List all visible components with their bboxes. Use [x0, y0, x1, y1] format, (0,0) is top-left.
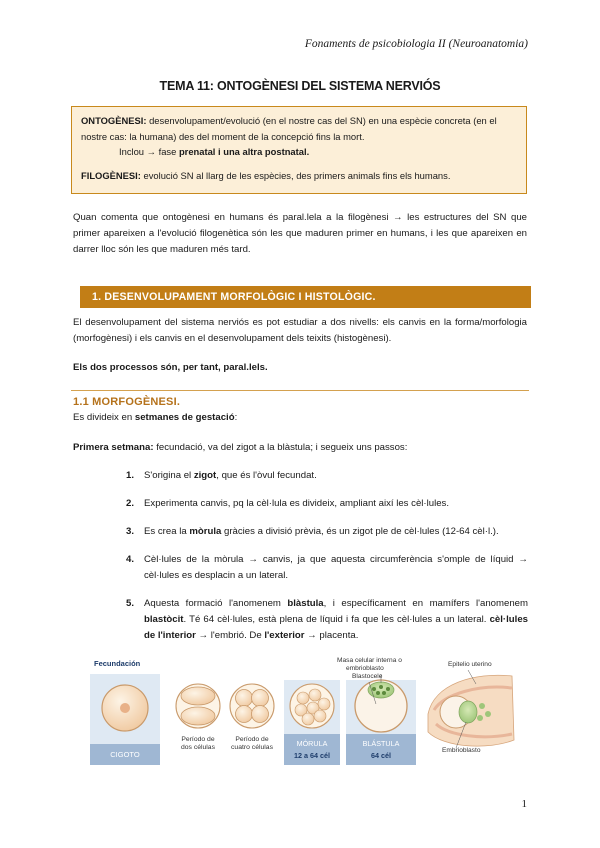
- label-masa-1: Masa celular interna o: [337, 657, 402, 664]
- label-dos-2: dos células: [180, 744, 216, 751]
- label-cigoto: CIGOTO: [110, 750, 140, 759]
- label-morula: MÓRULA: [296, 739, 328, 748]
- label-morula-count: 12 a 64 cél: [294, 751, 330, 760]
- page-number: 1: [521, 798, 527, 810]
- label-dos-1: Período de: [181, 736, 215, 743]
- list-item: 1. S'origina el zigot, que és l'òvul fecundat.: [126, 470, 317, 481]
- label-masa-2: embrioblasto: [346, 665, 384, 672]
- label-blastula: BLÁSTULA: [362, 739, 400, 748]
- list-item: 2. Experimenta canvis, pq la cèl·lula es divideix, ampliant així les cèl·lules.: [126, 498, 450, 509]
- label-embrioblasto: Embrioblasto: [442, 747, 481, 754]
- section-heading: 1. DESENVOLUPAMENT MORFOLÒGIC I HISTOLÒGIC.: [80, 286, 531, 308]
- subsection-heading: 1.1 MORFOGÈNESI.: [73, 396, 181, 408]
- section-paragraph: El desenvolupament del sistema nerviós es pot estudiar a dos nivells: els canvis en la forma/morfologia (morfogènesi) i els canvis en el desenvolupament dels teixits (histogènesi).: [73, 317, 527, 344]
- filogenesi-definition: FILOGÈNESI: evolució SN al llarg de les espècies, des primers animals fins els humans.: [81, 169, 451, 181]
- first-week-line: Primera setmana: fecundació, va del zigot a la blàstula; i segueix uns passos:: [73, 442, 408, 453]
- list-item: 5. Aquesta formació l'anomenem blàstula, i específicament en mamífers l'anomenem blastòcit. Té 64 cèl·lules, està plena de líquid i fa que les cèl·lules a un lateral. cèl·lules de l'interior → l'embrió. De l'exterior → placenta.: [126, 598, 528, 641]
- four-cell-stage: [230, 684, 274, 728]
- bold-note: Els dos processos són, per tant, paral.lels.: [73, 362, 268, 373]
- definition-box: [71, 106, 527, 194]
- inner-cell-mass: [368, 682, 394, 698]
- label-epitelio: Epitelio uterino: [448, 661, 492, 668]
- label-cuatro-2: cuatro células: [231, 744, 273, 751]
- intro-paragraph: Quan comenta que ontogènesi en humans és paral.lela a la filogènesi → les estructures del SN que primer apareixen a l'evolució filogenètica són les que maduren primer en humans, i les que apareixen en darrer lloc són les que maduren més tard.: [73, 212, 527, 255]
- label-blastocele: Blastocele: [352, 673, 383, 680]
- ontogenesi-definition: ONTOGÈNESI: desenvolupament/evolució (en el nostre cas del SN) en una espècie concreta (en el nostre cas: la humana) des del moment de la concepció fins la mort.: [81, 115, 497, 142]
- steps-list: [126, 468, 528, 644]
- list-item: 4. Cèl·lules de la mòrula → canvis, ja que aquesta circumferència s'omple de líquid → cèl·lules es desplacin a un lateral.: [126, 554, 528, 581]
- running-header: Fonaments de psicobiologia II (Neuroanatomia): [304, 38, 528, 50]
- subsection-intro: Es divideix en setmanes de gestació:: [73, 412, 238, 423]
- list-item: 3. Es crea la mòrula gràcies a divisió prèvia, és un zigot ple de cèl·lules (12-64 cèl·l.).: [126, 526, 499, 537]
- inclou-line: Inclou → fase prenatal i una altra postnatal.: [119, 146, 310, 157]
- embryo-development-figure: [84, 654, 516, 768]
- label-cuatro-1: Período de: [235, 736, 269, 743]
- label-blastula-count: 64 cél: [371, 751, 391, 760]
- divider: [71, 390, 529, 391]
- page-title: TEMA 11: ONTOGÈNESI DEL SISTEMA NERVIÓS: [159, 79, 441, 93]
- label-fecundacion: Fecundación: [94, 659, 141, 668]
